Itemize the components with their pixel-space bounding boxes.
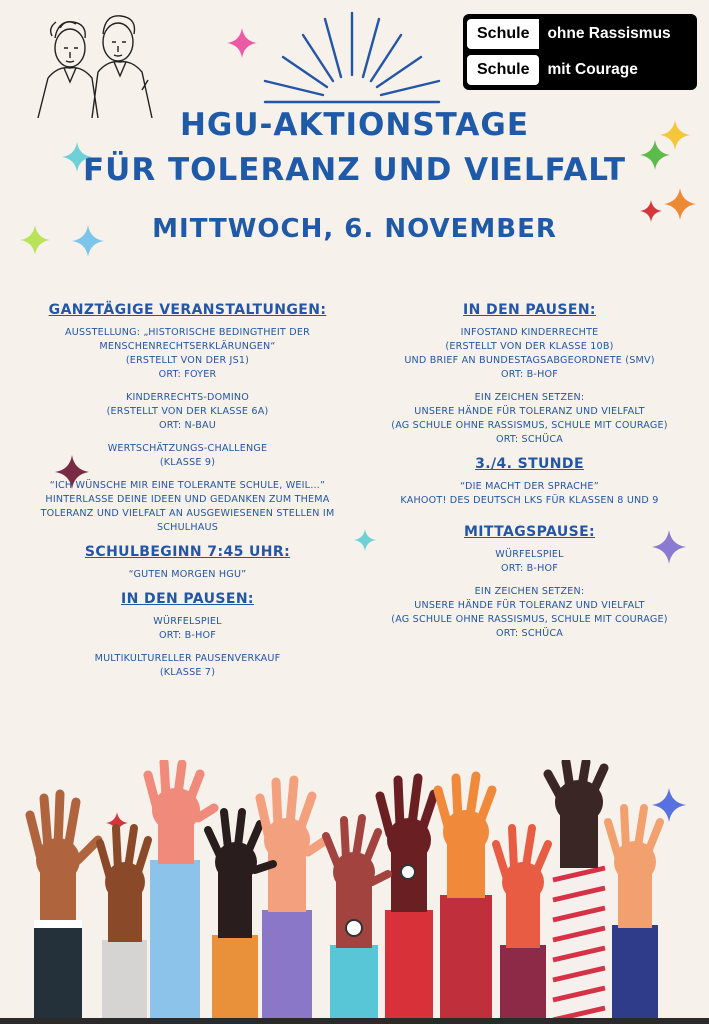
four-point-star-icon bbox=[72, 225, 104, 257]
list-item: “DIE MACHT DER SPRACHE” KAHOOT! DES DEUTSCH LKS FÜR KLASSEN 8 UND 9 bbox=[400, 481, 659, 506]
four-point-star-icon bbox=[20, 225, 50, 255]
list-item: KINDERRECHTS-DOMINO (ERSTELLT VON DER KLASSE 6A) ORT: N-BAU bbox=[106, 392, 269, 431]
heading-schulbeginn: SCHULBEGINN 7:45 UHR: bbox=[84, 544, 291, 560]
schule-ohne-rassismus-badge bbox=[463, 14, 697, 90]
four-point-star-icon bbox=[62, 142, 92, 172]
list-item: EIN ZEICHEN SETZEN: UNSERE HÄNDE FÜR TOLERANZ UND VIELFALT (AG SCHULE OHNE RASSISMUS, SCHULE MIT COURAGE) ORT: SCHÜCA bbox=[391, 392, 668, 445]
heading-stunde: 3./4. STUNDE bbox=[475, 456, 584, 472]
badge-white-label-2: Schule bbox=[467, 55, 539, 85]
heading-pausen-right: IN DEN PAUSEN: bbox=[463, 302, 596, 318]
list-item: “ICH WÜNSCHE MIR EINE TOLERANTE SCHULE, WEIL…” HINTERLASSE DEINE IDEEN UND GEDANKEN ZUM THEMA TOLERANZ UND VIELFALT AN AUSGEWIESENEN STELLEN IM SCHULHAUS bbox=[40, 480, 335, 533]
left-column bbox=[30, 300, 345, 689]
raised-diverse-hands-icon bbox=[0, 760, 709, 1024]
title-line-1: HGU-AKTIONSTAGE bbox=[179, 107, 530, 143]
right-column bbox=[372, 300, 687, 650]
badge-white-label-1: Schule bbox=[467, 19, 539, 49]
list-item: INFOSTAND KINDERRECHTE (ERSTELLT VON DER KLASSE 10B) UND BRIEF AN BUNDESTAGSABGEORDNETE (SMV) ORT: B-HOF bbox=[404, 327, 655, 380]
list-item: WÜRFELSPIEL ORT: B-HOF bbox=[153, 616, 222, 641]
four-point-star-icon bbox=[640, 140, 670, 170]
four-point-star-icon bbox=[640, 200, 662, 222]
title-line-2: FÜR TOLERANZ UND VIELFALT bbox=[83, 152, 626, 188]
list-item: AUSSTELLUNG: „HISTORISCHE BEDINGTHEIT DER MENSCHENRECHTSERKLÄRUNGEN“ (ERSTELLT VON DER JS1) ORT: FOYER bbox=[65, 327, 310, 380]
badge-black-label-1: ohne Rassismus bbox=[547, 25, 671, 42]
list-item: “GUTEN MORGEN HGU” bbox=[128, 569, 247, 580]
four-point-star-icon bbox=[227, 28, 257, 58]
list-item: WERTSCHÄTZUNGS-CHALLENGE (KLASSE 9) bbox=[107, 443, 268, 468]
four-point-star-icon bbox=[664, 188, 696, 220]
heading-ganztaegig: GANZTÄGIGE VERANSTALTUNGEN: bbox=[48, 302, 327, 318]
heading-pausen-left: IN DEN PAUSEN: bbox=[121, 591, 254, 607]
list-item: MULTIKULTURELLER PAUSENVERKAUF (KLASSE 7) bbox=[94, 653, 281, 678]
event-date: MITTWOCH, 6. NOVEMBER bbox=[152, 214, 557, 244]
badge-row-1 bbox=[467, 19, 679, 49]
heading-mittagspause: MITTAGSPAUSE: bbox=[463, 524, 596, 540]
two-men-sketch-icon bbox=[30, 8, 160, 118]
list-item: WÜRFELSPIEL ORT: B-HOF bbox=[495, 549, 564, 574]
list-item: EIN ZEICHEN SETZEN: UNSERE HÄNDE FÜR TOLERANZ UND VIELFALT (AG SCHULE OHNE RASSISMUS, SCHULE MIT COURAGE) ORT: SCHÜCA bbox=[391, 586, 668, 639]
sunburst-lines-icon bbox=[255, 5, 450, 105]
badge-black-label-2: mit Courage bbox=[547, 61, 638, 78]
badge-row-2 bbox=[467, 55, 646, 85]
